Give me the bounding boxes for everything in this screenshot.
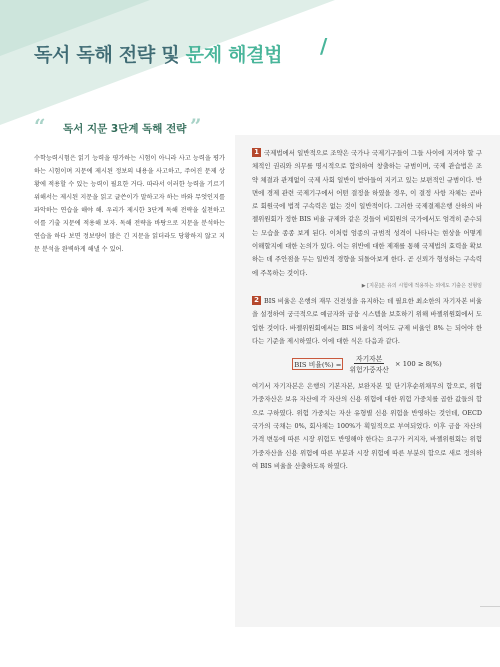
formula-right: × 100 ≥ 8(%): [394, 359, 442, 368]
title-part2: 문제 해결법: [185, 44, 283, 66]
passage-2-text-a: BIS 비율은 은행의 재무 건전성을 유지하는 데 필요한 최소한의 자기자본 비율을 설정하여 궁극적으로 예금자와 금융 시스템을 보호하기 위해 바젤위원회에서 도입한 것이다. 바젤위원회에서는 BIS 비율이 적어도 규제 비율인 8% 는 되어야 한다는 기준을 제시하였다. 이에 대한 식은 다음과 같다.: [252, 296, 482, 345]
passage-1: [252, 147, 482, 280]
intro-paragraph: 수학능력시험은 읽기 능력을 평가하는 시험이 아니라 사고 능력을 평가하는 시험이며 지문에 제시된 정보의 내용을 사고하고, 주어진 문제 상황에 적용할 수 있는 능력이 필요한 거다. 따라서 이러한 능력을 기르기 위해서는 제시된 지문을 읽고 글쓴이가 말하고자 하는 바와 무엇인지를 파악하는 연습을 해야 해. 우리가 제시한 3단계 독해 전략을 실천하고 이를 기출 지문에 적용해 보자. 독해 전략을 바탕으로 지문을 분석하는 연습을 하다 보면 정보량이 많은 긴 지문을 읽더라도 당황하지 않고 지문 분석을 완벽하게 해낼 수 있어.: [34, 155, 225, 253]
formula-fraction: [347, 353, 390, 374]
panel-bottom-divider: [480, 606, 500, 607]
formula-left: BIS 비율(%) =: [292, 358, 343, 370]
open-quote-icon: “: [34, 114, 46, 138]
title-part1: 독서 독해 전략 및: [34, 44, 186, 66]
passage-2: [252, 295, 482, 348]
passage-2-continued: [252, 380, 482, 473]
title-accent-mark: /: [320, 34, 328, 58]
passage-2-number: 2: [252, 296, 261, 305]
section-subtitle: 독서 지문 3단계 독해 전략: [63, 123, 187, 135]
passage-1-number: 1: [252, 148, 261, 157]
formula-numerator: 자기자본: [356, 355, 383, 364]
example-passage-box: [252, 147, 482, 607]
passage-1-text: 국제법에서 일반적으로 조약은 국가나 국제기구들이 그들 사이에 지켜야 할 구체적인 권리와 의무를 명시적으로 합의하여 창출하는 규범이며, 국제 관습법은 조약 체결과 관계없이 국제 사회 일반이 받아들여 지키고 있는 보편적인 규범이다. 반면에 경제 관련 국제기구에서 어떤 결정을 하였을 경우, 이 결정 사항 자체는 곧바로 회원국에 법적 구속력은 없는 것이 일반적이다. 그러한 국제결제은행 산하의 바젤위원회가 정한 BIS 비율 규제와 같은 것들이 비회원의 국가에서도 엄격히 준수되는 모습을 종종 보게 된다. 이처럼 엄종의 규범적 성격이 나타나는 현상을 어떻게 이해할지에 대한 논의가 있다. 이는 위반에 대한 제재를 통해 국제법의 효력을 확보하는 데 주안점을 두는 일반적 경향을 되돌아보게 한다. 곧 신뢰가 형성하는 구속력에 주목하는 것이다.: [252, 149, 482, 277]
formula-denominator: 위험가중자산: [349, 366, 389, 375]
passage-1-source-note: ▶ [지문]은 유의 시험에 적용하는 외에도 기출은 전형임: [361, 282, 482, 289]
passage-2-text-b: 여기서 자기자본은 은행의 기본자본, 보완자본 및 단기후순위채무의 합으로, 위험가중자산은 보유 자산에 각 자산의 신용 위험에 대한 위험 가중치를 곱한 값들의 합으로 구하였다. 위험 가중치는 자산 유형별 신용 위험을 반영하는 것인데, OECD 국가의 국채는 0%, 회사채는 100%가 획일적으로 부여되었다. 이후 금융 자산의 가격 변동에 따른 시장 위험도 반영해야 한다는 요구가 커지자, 바젤위원회는 위험가중자산을 신용 위험에 따른 부분과 시장 위험에 따른 부분의 합으로 새로 정의하여 BIS 비율을 산출하도록 하였다.: [252, 382, 482, 470]
close-quote-icon: ”: [190, 114, 202, 138]
bis-ratio-formula: [252, 353, 482, 374]
page-title: [34, 34, 328, 67]
